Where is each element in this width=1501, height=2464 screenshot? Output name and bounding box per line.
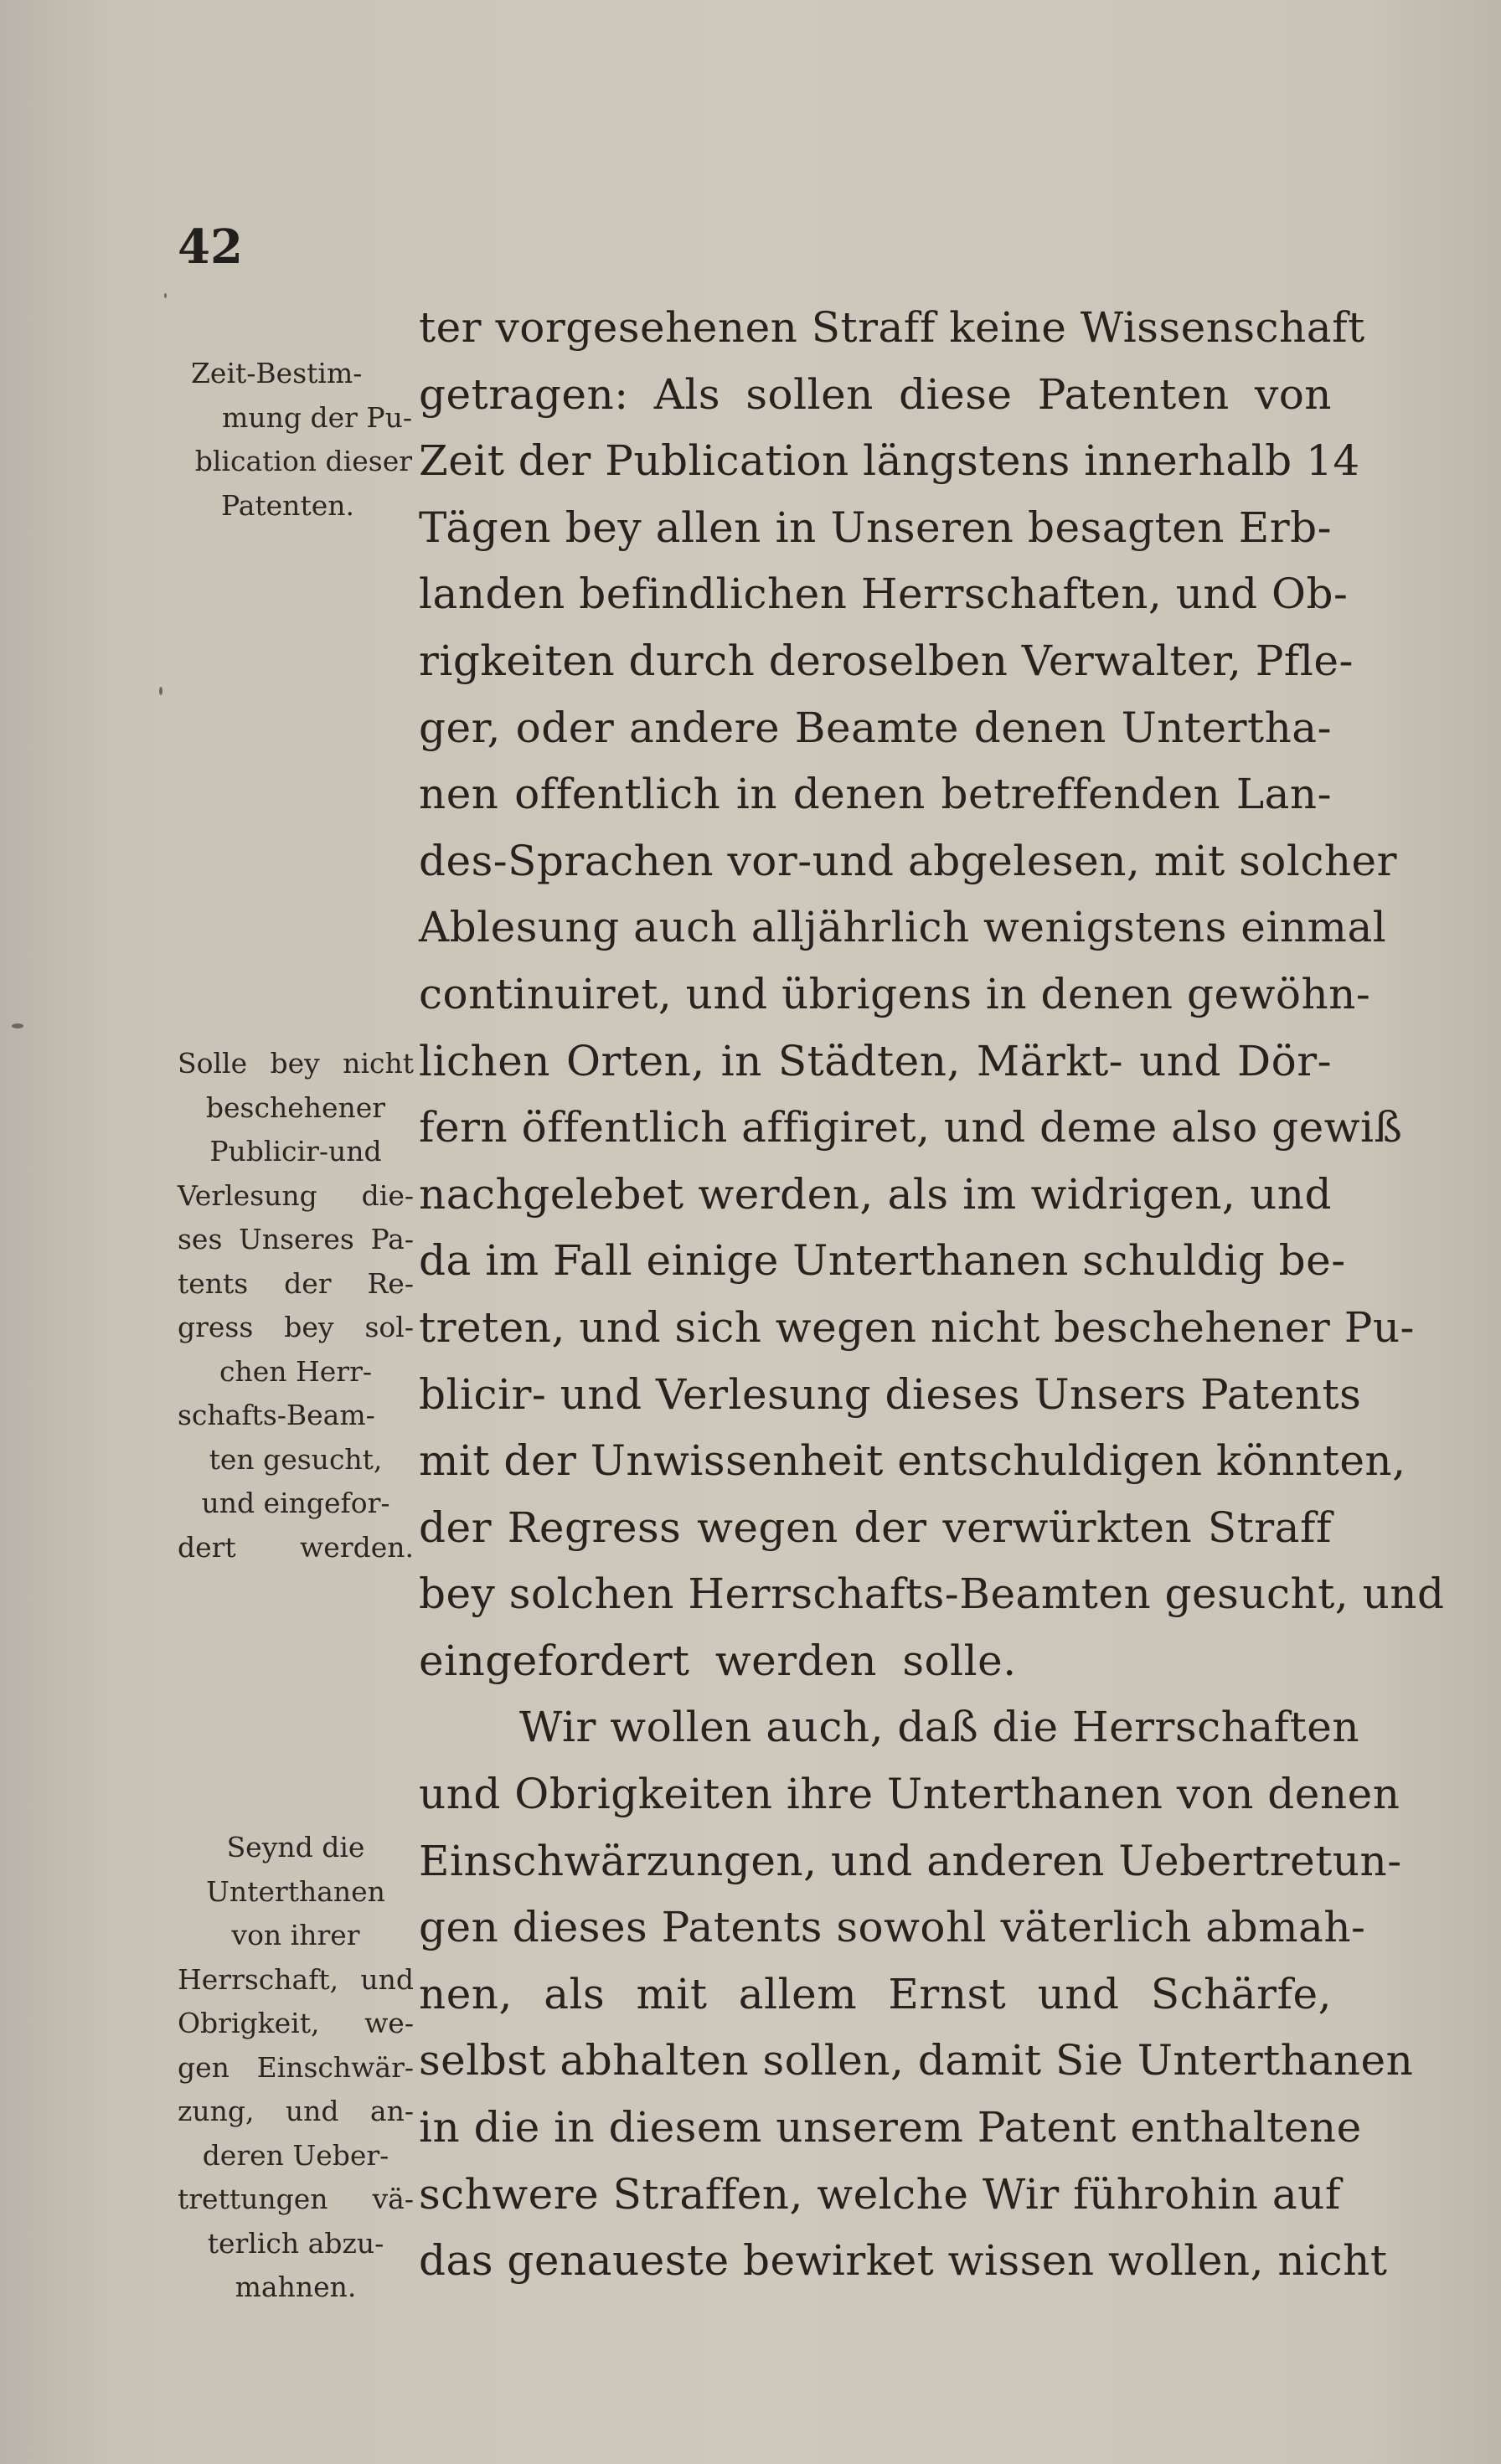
margin-note-subjects-admonished <box>178 1826 414 2310</box>
margin-note-line: von ihrer <box>231 1919 360 1951</box>
body-text <box>419 295 1445 2295</box>
margin-note-line: gress bey sol- <box>178 1311 414 1343</box>
text-line: Einschwärzungen, und anderen Uebertretun- <box>419 1836 1402 1885</box>
text-line: nachgelebet werden, als im widrigen, und <box>419 1169 1332 1219</box>
margin-note-line: Herrschaft, und <box>178 1962 414 1996</box>
text-line: treten, und sich wegen nicht beschehener Pu- <box>419 1302 1415 1352</box>
margin-note-line: Unterthanen <box>206 1874 385 1908</box>
margin-note-line: ses Unseres Pa- <box>178 1223 414 1255</box>
text-line: mit der Unwissenheit entschuldigen könnten, <box>419 1436 1406 1486</box>
margin-note-line: trettungen vä- <box>178 2183 414 2215</box>
text-line: und Obrigkeiten ihre Unterthanen von denen <box>419 1770 1400 1819</box>
text-line: blicir- und Verlesung dieses Unsers Patents <box>419 1369 1362 1419</box>
margin-note-line: gen Einschwär- <box>178 2050 414 2084</box>
text-line: lichen Orten, in Städten, Märkt- und Dör- <box>419 1036 1332 1085</box>
text-line: Tägen bey allen in Unseren besagten Erb- <box>419 503 1332 552</box>
margin-note-line: dert werden. <box>178 1530 414 1564</box>
margin-note-line: mahnen. <box>235 2271 357 2303</box>
paper-speck <box>164 293 167 298</box>
margin-note-line: und eingefor- <box>201 1487 390 1519</box>
margin-note-line: Seynd die <box>226 1831 365 1863</box>
margin-note-line: Publicir-und <box>209 1135 382 1168</box>
text-line: getragen: Als sollen diese Patenten von <box>419 369 1332 419</box>
text-line: der Regress wegen der verwürkten Straff <box>419 1503 1332 1552</box>
text-line: landen befindlichen Herrschaften, und Ob- <box>419 570 1349 619</box>
text-line: fern öffentlich affigiret, und deme also gewiß <box>419 1103 1403 1152</box>
margin-note-line: Verlesung die- <box>178 1178 414 1212</box>
text-line-paragraph-start: Wir wollen auch, daß die Herrschaften <box>519 1703 1360 1752</box>
paper-speck <box>12 1023 23 1028</box>
text-line: da im Fall einige Unterthanen schuldig be- <box>419 1236 1346 1286</box>
margin-note-line: tents der Re- <box>178 1266 414 1300</box>
page-number: 42 <box>178 219 243 275</box>
text-line: bey solchen Herrschafts-Beamten gesucht, und <box>419 1570 1445 1619</box>
margin-note-line: schafts-Beam- <box>178 1399 375 1431</box>
text-line: continuiret, und übrigens in denen gewöhn- <box>419 969 1371 1018</box>
margin-note-line: chen Herr- <box>219 1354 372 1388</box>
text-line: Zeit der Publication längstens innerhalb 14 <box>419 436 1360 486</box>
text-line: nen offentlich in denen betreffenden Lan- <box>419 770 1332 819</box>
margin-note-line: mung der Pu- <box>222 400 412 434</box>
text-line: des-Sprachen vor-und abgelesen, mit solcher <box>419 836 1398 885</box>
margin-note-line: Solle bey nicht <box>178 1047 414 1080</box>
margin-note-line: Patenten. <box>221 488 354 522</box>
margin-note-line: terlich abzu- <box>207 2226 384 2260</box>
margin-note-line: zung, und an- <box>178 2095 414 2127</box>
margin-note-line: deren Ueber- <box>202 2138 389 2172</box>
margin-note-publication-time <box>178 352 412 528</box>
margin-note-line: beschehener <box>205 1090 386 1124</box>
margin-note-line: ten gesucht, <box>209 1442 383 1476</box>
text-line: schwere Straffen, welche Wir führohin auf <box>419 2169 1341 2219</box>
text-line: Ablesung auch alljährlich wenigstens einmal <box>419 903 1387 952</box>
text-line: selbst abhalten sollen, damit Sie Unterthanen <box>419 2036 1414 2085</box>
margin-note-line: Zeit-Bestim- <box>191 357 363 389</box>
text-line: rigkeiten durch deroselben Verwalter, Pfle- <box>419 636 1354 685</box>
margin-note-regress <box>178 1042 414 1570</box>
text-line: gen dieses Patents sowohl väterlich abmah- <box>419 1903 1366 1952</box>
text-line: das genaueste bewirket wissen wollen, nicht <box>419 2236 1388 2286</box>
text-line: ger, oder andere Beamte denen Untertha- <box>419 703 1332 752</box>
text-line-paragraph-end: eingefordert werden solle. <box>419 1636 1017 1685</box>
text-line: ter vorgesehenen Straff keine Wissenschaft <box>419 303 1365 352</box>
margin-note-line: blication dieser <box>194 445 412 477</box>
paper-speck <box>159 687 162 695</box>
text-line: in die in diesem unserem Patent enthaltene <box>419 2103 1362 2152</box>
margin-note-line: Obrigkeit, we- <box>178 2007 414 2039</box>
text-line: nen, als mit allem Ernst und Schärfe, <box>419 1969 1332 2018</box>
